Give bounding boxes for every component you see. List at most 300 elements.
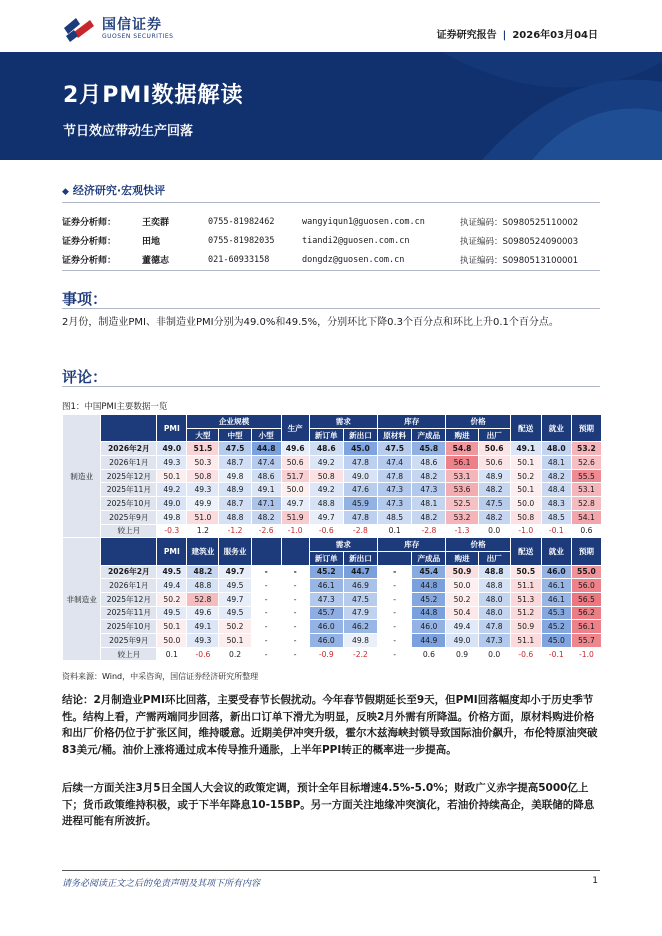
table-cell: 50.2 [219,620,251,634]
table-cell: 50.0 [510,497,541,511]
table-cell: 52.6 [571,456,601,470]
matter-heading: 事项： [62,290,108,308]
table-cell: 48.4 [541,483,571,497]
table-cell: -1.2 [219,524,251,538]
analyst-cert: 执证编码：S0980513100001 [460,255,579,266]
table-cell: - [281,565,309,579]
table-cell: 49.8 [219,469,251,483]
table-cell: 0.1 [157,647,187,661]
table-cell: 45.2 [309,565,343,579]
table-cell: 48.2 [541,469,571,483]
table-cell: -2.6 [251,524,281,538]
table-cell: 48.9 [478,469,510,483]
title-banner [0,52,662,160]
table-cell: -0.3 [157,524,187,538]
analyst-phone: 0755-81982462 [208,216,275,227]
table-cell: 47.4 [251,456,281,470]
table-cell: 50.3 [187,456,219,470]
table-cell: 46.0 [309,620,343,634]
table-cell: 49.5 [219,606,251,620]
table-cell: 44.8 [412,579,446,593]
row-label: 2025年11月 [101,483,157,497]
table-cell: 53.2 [446,510,478,524]
table-cell: 49.5 [219,579,251,593]
table-cell: 47.1 [251,497,281,511]
subheader-cell: 购进 [446,551,478,565]
table-cell: - [281,579,309,593]
subheader-cell: 原材料 [378,428,412,442]
table-cell: 55.0 [571,565,601,579]
analyst-email[interactable]: dongdz@guosen.com.cn [302,254,405,265]
row-label: 2026年1月 [101,456,157,470]
table-cell: 45.4 [412,565,446,579]
figure-source: 资料来源：Wind，中采咨询，国信证券经济研究所整理 [62,672,259,681]
analyst-phone: 021-60933158 [208,254,270,265]
row-label: 2025年10月 [101,497,157,511]
table-row [63,634,602,648]
report-subtitle: 节日效应带动生产回落 [63,124,194,139]
table-cell: 48.1 [541,456,571,470]
table-cell: 49.8 [343,634,377,648]
table-cell: 0.0 [478,524,510,538]
table-cell: - [281,606,309,620]
table-cell: 49.7 [219,565,251,579]
table-cell: 49.7 [309,510,343,524]
analyst-phone: 0755-81982035 [208,235,275,246]
table-cell: 49.1 [187,620,219,634]
table-cell: 49.1 [251,483,281,497]
header-blank [281,538,309,565]
subheader-cell: 产成品 [412,428,446,442]
analyst-cert: 执证编码：S0980524090003 [460,236,579,247]
table-cell: 53.2 [571,442,601,456]
table-cell: 50.9 [446,565,478,579]
table-cell: 48.2 [251,510,281,524]
table-cell: 56.1 [571,620,601,634]
report-title: 2月PMI数据解读 [63,83,244,108]
company-logo [62,16,173,42]
header-pmi: PMI [157,538,187,565]
table-cell: - [378,592,412,606]
table-cell: 46.0 [412,620,446,634]
table-cell: 47.3 [378,497,412,511]
page-number: 1 [592,876,598,886]
table-row [63,456,602,470]
table-cell: -0.9 [309,647,343,661]
table-cell: 51.5 [187,442,219,456]
table-row [63,442,602,456]
divider [62,270,600,271]
row-label: 较上月 [101,524,157,538]
table-cell: 45.0 [343,442,377,456]
subheader-cell: 中型 [219,428,251,442]
subheader-cell: 新出口 [343,428,377,442]
table-cell: 44.9 [412,634,446,648]
analyst-email[interactable]: wangyiqun1@guosen.com.cn [302,216,425,227]
analyst-label: 证券分析师： [62,256,117,266]
header-expectation: 预期 [571,538,601,565]
report-date: 2026年03月04日 [512,30,598,41]
subheader-cell: 小型 [251,428,281,442]
table-cell: 49.3 [157,456,187,470]
pmi-table [62,414,602,661]
table-header-row [63,538,602,552]
conclusion-paragraph-2: 后续一方面关注3月5日全国人大会议的政策定调，预计全年目标增速4.5%-5.0%；财政广义赤字提高5000亿上下；货币政策维持积极，或于下半年降息10-15BP。另一方面关注地缘冲突演化，若油价持续高企，美联储的降息进程可能有所波折。 [62,782,595,827]
table-row [63,483,602,497]
table-cell: 50.8 [187,469,219,483]
group-label: 非制造业 [63,538,101,661]
table-cell: 44.8 [251,442,281,456]
header-separator: | [502,30,507,41]
header-production: 生产 [281,415,309,442]
table-cell: 50.6 [478,442,510,456]
table-cell: 50.8 [510,510,541,524]
table-cell: 1.2 [187,524,219,538]
divider [62,386,600,387]
table-cell: 48.2 [478,483,510,497]
header-blank [101,415,157,442]
table-cell: 51.3 [510,592,541,606]
diamond-icon: ◆ [62,187,69,197]
analyst-row [62,250,600,269]
table-cell: 46.1 [309,579,343,593]
table-cell: 52.8 [187,592,219,606]
table-cell: 48.8 [478,579,510,593]
table-cell: 49.8 [157,510,187,524]
table-cell: 51.1 [510,634,541,648]
row-label: 2025年12月 [101,592,157,606]
header-size: 企业规模 [187,415,281,429]
table-cell: 56.1 [446,456,478,470]
table-cell: 49.1 [510,442,541,456]
header-demand: 需求 [309,538,377,552]
table-cell: -1.3 [446,524,478,538]
table-cell: 45.8 [412,442,446,456]
table-cell: -0.1 [541,524,571,538]
logo-cn: 国信证券 [102,17,162,33]
logo-en: GUOSEN SECURITIES [102,33,174,40]
table-cell: 45.7 [309,606,343,620]
table-cell: 48.2 [187,565,219,579]
analyst-label: 证券分析师： [62,237,117,247]
table-cell: -1.0 [281,524,309,538]
table-row [63,469,602,483]
table-cell: 48.8 [219,510,251,524]
table-row [63,524,602,538]
header-pmi: PMI [157,415,187,442]
table-cell: 51.9 [281,510,309,524]
table-cell: 44.8 [412,606,446,620]
table-cell: 46.1 [541,579,571,593]
analyst-name: 田地 [142,237,161,247]
table-cell: - [251,634,281,648]
subheader-cell: 新出口 [343,551,377,565]
subheader-cell: 大型 [187,428,219,442]
table-cell: 47.8 [478,620,510,634]
conclusion-paragraph-1: 结论：2月制造业PMI环比回落，主要受春节长假扰动。今年春节假期延长至9天，但PMI回落幅度却小于历史季节性。结构上看，产需两端同步回落，新出口订单下滑尤为明显，反映2月外需有所降温。价格方面，原材料购进价格和出厂价格仍位于扩张区间，维持暖意。近期美伊冲突升级，霍尔木兹海峡封锁导致国际油价飙升，布伦特原油突破83美元/桶。油价上涨将通过成本传导推升通胀，上半年PPI转正的概率进一步提高。 [62,694,598,756]
table-cell: 49.2 [309,483,343,497]
table-cell: 50.1 [510,483,541,497]
table-cell: 46.9 [343,579,377,593]
header-blank [101,538,157,565]
table-cell: 47.4 [378,456,412,470]
table-cell: - [378,565,412,579]
table-cell: 45.9 [343,497,377,511]
table-cell: 54.1 [571,510,601,524]
table-cell: - [251,592,281,606]
table-cell: 46.0 [541,565,571,579]
table-cell: 48.9 [219,483,251,497]
table-cell: 44.7 [343,565,377,579]
header-employment: 就业 [541,538,571,565]
table-cell: 48.8 [187,579,219,593]
table-cell: 0.2 [219,647,251,661]
table-row [63,606,602,620]
subheader-cell: 出厂 [478,551,510,565]
analyst-row [62,231,600,250]
table-cell: - [378,647,412,661]
comment-heading: 评论： [62,368,108,386]
table-cell: 48.6 [309,442,343,456]
table-cell: 49.4 [446,620,478,634]
table-cell: - [251,620,281,634]
row-label: 2025年10月 [101,620,157,634]
subheader-cell: 产成品 [412,551,446,565]
row-label: 2026年2月 [101,565,157,579]
table-cell: - [281,592,309,606]
table-cell: 49.0 [343,469,377,483]
logo-mark-icon [62,16,96,42]
subheader-cell: 新订单 [309,551,343,565]
table-cell: 50.9 [510,620,541,634]
table-cell: 0.1 [378,524,412,538]
table-cell: 0.9 [446,647,478,661]
table-cell: 51.0 [187,510,219,524]
table-cell: 45.0 [541,634,571,648]
table-cell: -0.6 [309,524,343,538]
table-cell: 53.6 [446,483,478,497]
header-employment: 就业 [541,415,571,442]
table-cell: 47.3 [378,483,412,497]
table-cell: 54.8 [446,442,478,456]
table-cell: 47.8 [343,510,377,524]
matter-text: 2月份，制造业PMI、非制造业PMI分别为49.0%和49.5%，分别环比下降0.3个百分点和环比上升0.1个百分点。 [62,317,559,328]
figure-title: 图1：中国PMI主要数据一览 [62,402,168,412]
section-tag [62,182,165,198]
table-cell: 56.2 [571,606,601,620]
table-cell: 47.8 [343,456,377,470]
table-row [63,510,602,524]
table-cell: 49.5 [157,565,187,579]
table-cell: 50.6 [478,456,510,470]
table-cell: 51.1 [510,579,541,593]
table-cell: 48.2 [412,469,446,483]
table-cell: -1.0 [510,524,541,538]
table-cell: 49.3 [187,483,219,497]
table-cell: -0.1 [541,647,571,661]
row-label: 2026年1月 [101,579,157,593]
row-label: 2026年2月 [101,442,157,456]
table-cell: 50.0 [281,483,309,497]
table-cell: 50.5 [510,565,541,579]
header-construction: 建筑业 [187,538,219,565]
table-cell: 48.7 [219,456,251,470]
table-cell: 50.8 [309,469,343,483]
divider [62,202,600,203]
table-cell: 49.0 [446,634,478,648]
header-blank [251,538,281,565]
table-cell: 0.6 [571,524,601,538]
analyst-cert: 执证编码：S0980525110002 [460,217,579,228]
table-cell: - [251,565,281,579]
table-cell: 48.0 [478,592,510,606]
table-cell: 47.5 [478,497,510,511]
analyst-name: 王奕群 [142,218,170,228]
table-cell: 47.6 [343,483,377,497]
table-cell: 48.5 [378,510,412,524]
table-cell: 49.3 [187,634,219,648]
row-label: 较上月 [101,647,157,661]
header-price: 价格 [446,415,510,429]
subheader-cell: 购进 [446,428,478,442]
table-cell: 46.1 [541,592,571,606]
table-row [63,565,602,579]
table-cell: 47.3 [412,483,446,497]
table-row [63,620,602,634]
table-cell: 50.1 [157,469,187,483]
table-cell: - [378,579,412,593]
table-cell: - [378,606,412,620]
table-cell: 47.5 [378,442,412,456]
table-cell: 48.6 [251,469,281,483]
table-cell: 47.9 [343,606,377,620]
table-cell: 0.0 [478,647,510,661]
table-cell: 47.3 [478,634,510,648]
subheader-blank [378,551,412,565]
table-cell: 49.4 [157,579,187,593]
table-cell: -2.8 [412,524,446,538]
table-cell: 55.5 [571,469,601,483]
header-price: 价格 [446,538,510,552]
table-cell: 47.5 [343,592,377,606]
section-tag-text: 经济研究·宏观快评 [72,184,166,197]
header-expectation: 预期 [571,415,601,442]
table-cell: 53.1 [446,469,478,483]
subheader-cell: 出厂 [478,428,510,442]
analyst-label: 证券分析师： [62,218,117,228]
analyst-name: 董德志 [142,256,170,266]
table-cell: 56.0 [571,579,601,593]
row-label: 2025年12月 [101,469,157,483]
table-cell: 48.0 [541,442,571,456]
table-cell: 49.6 [281,442,309,456]
table-cell: - [251,579,281,593]
report-type: 证券研究报告 [436,30,497,41]
table-cell: 48.5 [541,510,571,524]
table-cell: 48.1 [412,497,446,511]
table-cell: -2.2 [343,647,377,661]
table-cell: 50.4 [446,606,478,620]
row-label: 2025年9月 [101,510,157,524]
table-cell: 50.1 [157,620,187,634]
analyst-email[interactable]: tiandi2@guosen.com.cn [302,235,410,246]
header-meta [437,26,598,41]
table-cell: 46.2 [343,620,377,634]
header-demand: 需求 [309,415,377,429]
table-cell: 48.8 [478,565,510,579]
table-cell: 48.0 [478,606,510,620]
header-services: 服务业 [219,538,251,565]
row-label: 2025年9月 [101,634,157,648]
table-cell: -0.6 [510,647,541,661]
table-cell: 49.2 [157,483,187,497]
table-cell: 52.5 [446,497,478,511]
table-cell: 50.2 [157,592,187,606]
table-cell: 49.5 [157,606,187,620]
table-cell: 46.0 [309,634,343,648]
table-cell: 49.7 [219,592,251,606]
table-cell: 50.6 [281,456,309,470]
table-row [63,579,602,593]
table-cell: 50.2 [446,592,478,606]
footer-divider [62,870,600,871]
table-cell: 47.3 [309,592,343,606]
header-inventory: 库存 [378,415,446,429]
table-cell: 49.0 [157,442,187,456]
table-row [63,647,602,661]
table-cell: 51.7 [281,469,309,483]
table-cell: 45.2 [412,592,446,606]
banner-swirl-icon [422,52,662,160]
header-delivery: 配送 [510,415,541,442]
table-cell: 48.6 [412,456,446,470]
table-cell: 51.2 [510,606,541,620]
table-cell: 48.8 [309,497,343,511]
footer-disclaimer[interactable]: 请务必阅读正文之后的免责声明及其项下所有内容 [62,879,261,889]
table-cell: 55.7 [571,634,601,648]
analyst-list [62,212,600,269]
table-cell: 50.1 [219,634,251,648]
table-cell: 47.8 [378,469,412,483]
table-cell: - [251,606,281,620]
table-cell: 50.0 [157,634,187,648]
table-cell: 52.8 [571,497,601,511]
header-inventory: 库存 [378,538,446,552]
table-row [63,592,602,606]
table-cell: 49.0 [157,497,187,511]
table-cell: - [251,647,281,661]
table-cell: 0.6 [412,647,446,661]
table-cell: 48.3 [541,497,571,511]
table-cell: - [281,634,309,648]
table-header-row [63,415,602,429]
group-label: 制造业 [63,415,101,538]
table-cell: 48.7 [219,497,251,511]
table-row [63,497,602,511]
table-cell: -0.6 [187,647,219,661]
table-cell: 45.3 [541,606,571,620]
table-cell: 48.2 [478,510,510,524]
table-cell: 56.5 [571,592,601,606]
table-cell: 45.2 [541,620,571,634]
table-cell: - [281,620,309,634]
table-cell: - [378,634,412,648]
table-cell: 49.2 [309,456,343,470]
table-cell: 50.2 [510,469,541,483]
table-cell: -1.0 [571,647,601,661]
table-cell: - [378,620,412,634]
table-cell: -2.8 [343,524,377,538]
